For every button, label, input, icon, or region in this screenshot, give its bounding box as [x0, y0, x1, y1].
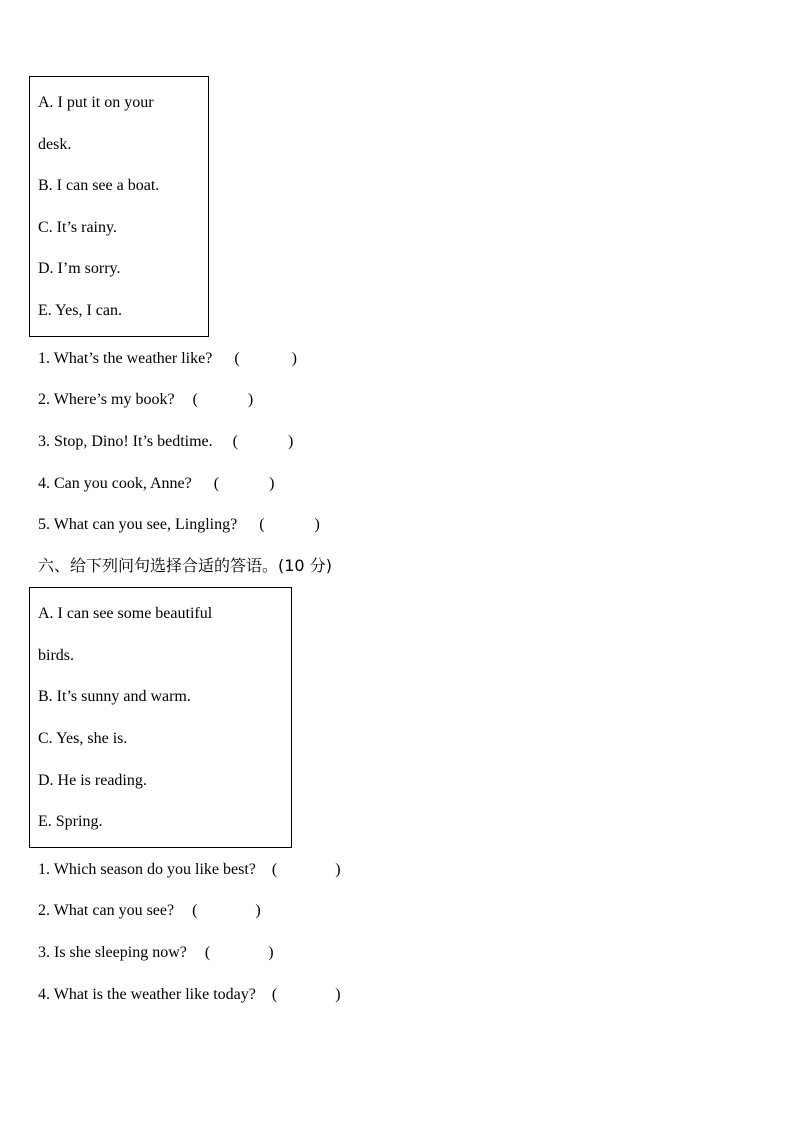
- answer-options-box-1: [29, 76, 209, 337]
- option-b: B. I can see a boat.: [38, 177, 160, 194]
- answer-blank[interactable]: ( ): [192, 902, 261, 919]
- answer-blank[interactable]: ( ): [271, 861, 341, 878]
- option-a-line-1: A. I can see some beautiful: [38, 605, 213, 622]
- option-e: E. Yes, I can.: [38, 302, 122, 319]
- option-d: D. He is reading.: [38, 772, 147, 789]
- option-b: B. It’s sunny and warm.: [38, 688, 191, 705]
- question-row: [38, 390, 253, 410]
- question-row: [38, 901, 261, 921]
- question-row: [38, 432, 293, 452]
- answer-blank[interactable]: ( ): [259, 516, 320, 533]
- answer-options-box-2: [29, 587, 292, 848]
- question-row: [38, 985, 341, 1005]
- question-row: [38, 943, 274, 963]
- answer-blank[interactable]: ( ): [271, 986, 341, 1003]
- question-text: 4. Can you cook, Anne?: [38, 475, 192, 492]
- answer-blank[interactable]: ( ): [204, 944, 274, 961]
- question-row: [38, 515, 320, 535]
- question-text: 1. Which season do you like best?: [38, 861, 256, 878]
- option-a-line-2: birds.: [38, 647, 74, 664]
- option-c: C. It’s rainy.: [38, 219, 117, 236]
- option-c: C. Yes, she is.: [38, 730, 128, 747]
- question-text: 2. What can you see?: [38, 902, 175, 919]
- question-row: [38, 474, 274, 494]
- question-text: 2. Where’s my book?: [38, 391, 175, 408]
- question-row: [38, 349, 297, 369]
- answer-blank[interactable]: ( ): [192, 391, 254, 408]
- question-text: 3. Stop, Dino! It’s bedtime.: [38, 433, 213, 450]
- section-heading: 六、给下列问句选择合适的答语。(10 分): [38, 556, 332, 575]
- answer-blank[interactable]: ( ): [234, 350, 297, 367]
- question-text: 1. What’s the weather like?: [38, 350, 213, 367]
- question-text: 5. What can you see, Lingling?: [38, 516, 238, 533]
- option-e: E. Spring.: [38, 813, 103, 830]
- option-d: D. I’m sorry.: [38, 260, 121, 277]
- option-a-line-2: desk.: [38, 136, 72, 153]
- question-row: [38, 860, 341, 880]
- question-text: 4. What is the weather like today?: [38, 986, 256, 1003]
- answer-blank[interactable]: ( ): [232, 433, 294, 450]
- answer-blank[interactable]: ( ): [213, 475, 275, 492]
- question-text: 3. Is she sleeping now?: [38, 944, 187, 961]
- option-a-line-1: A. I put it on your: [38, 94, 154, 111]
